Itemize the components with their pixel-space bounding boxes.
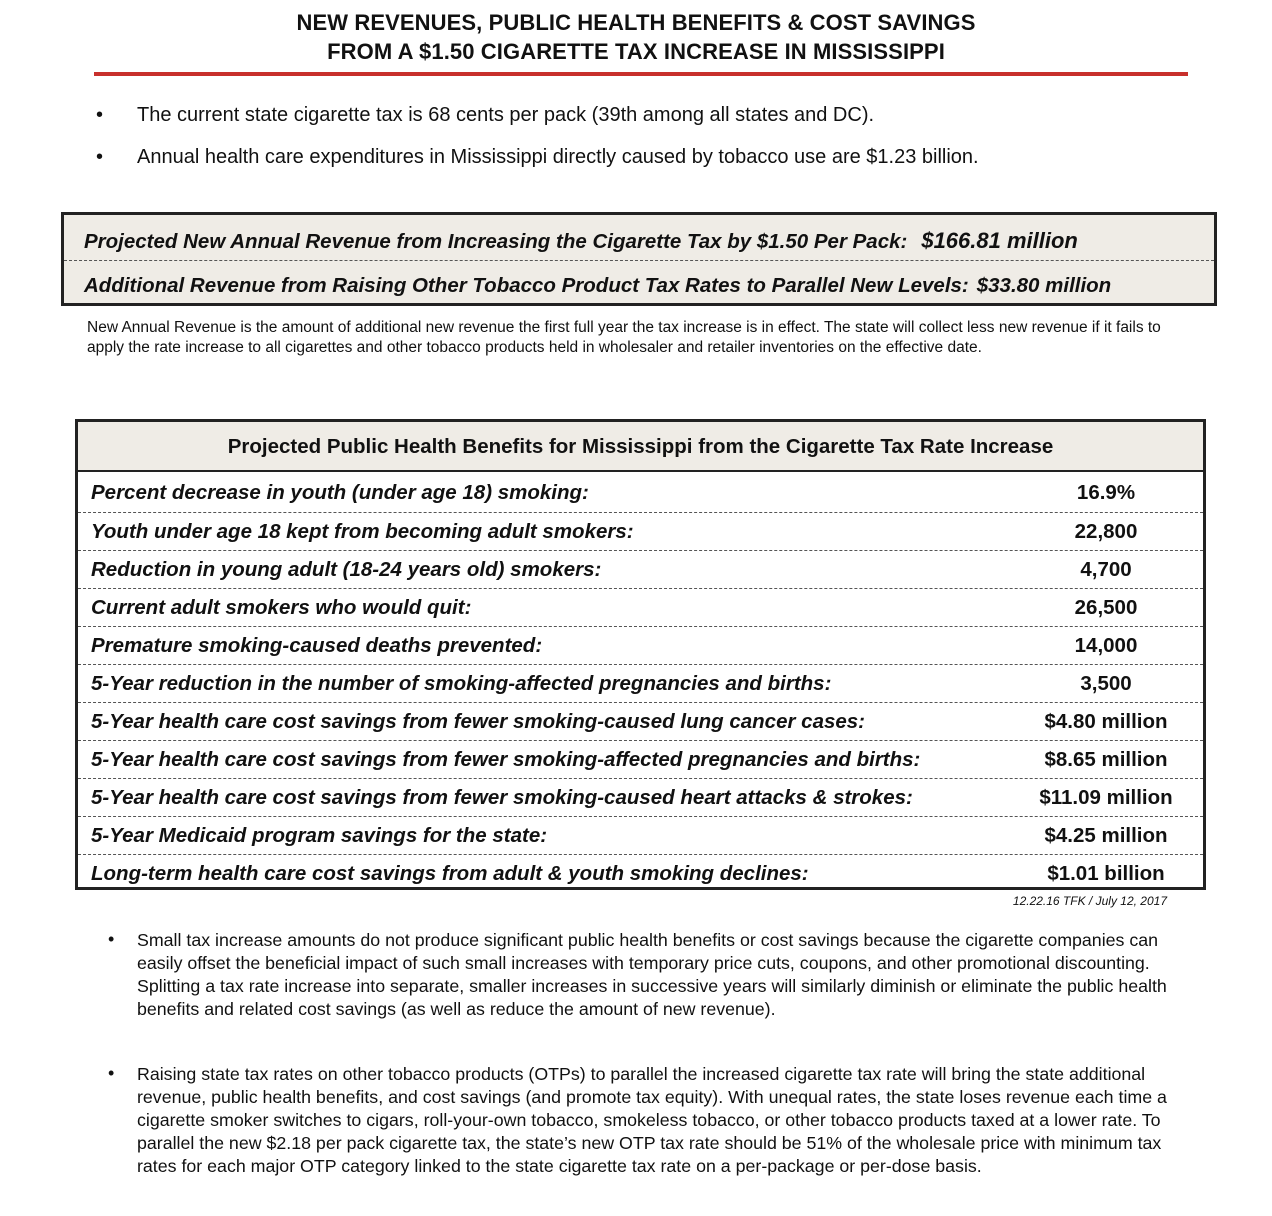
row-value: $4.80 million	[1044, 710, 1168, 733]
revenue-row-cigarette	[84, 228, 1078, 254]
row-value: 14,000	[1074, 634, 1138, 657]
row-value: 22,800	[1074, 520, 1138, 543]
table-row	[78, 740, 1203, 778]
table-row	[78, 626, 1203, 664]
row-value: 16.9%	[1076, 481, 1136, 504]
bullet-dot: •	[108, 929, 115, 949]
row-label: Reduction in young adult (18-24 years old) smokers:	[91, 558, 602, 581]
row-label: 5-Year health care cost savings from fewer smoking-affected pregnancies and births:	[91, 748, 921, 771]
intro-bullet-text: The current state cigarette tax is 68 cents per pack (39th among all states and DC).	[137, 104, 875, 126]
footnote: 12.22.16 TFK / July 12, 2017	[1012, 894, 1167, 908]
closing-bullet-text: Small tax increase amounts do not produce significant public health benefits or cost savings because the cigarette companies can easily offset the beneficial impact of such small increases with temporary price cuts, coupons, and other promotional discounting. Splitting a tax rate increase into separate, smaller increases in successive years will similarly diminish or eliminate the public health benefits and related cost savings (as well as reduce the amount of new revenue).	[137, 930, 1167, 1019]
row-label: 5-Year health care cost savings from fewer smoking-caused heart attacks & strokes:	[91, 786, 913, 809]
bullet-dot: •	[108, 1063, 115, 1083]
table-row	[78, 816, 1203, 854]
row-label: Long-term health care cost savings from adult & youth smoking declines:	[91, 862, 809, 885]
revenue-box	[61, 212, 1217, 306]
title-line-2: FROM A $1.50 CIGARETTE TAX INCREASE IN MISSISSIPPI	[327, 39, 945, 64]
row-label: Premature smoking-caused deaths prevented:	[91, 634, 543, 657]
row-value: 4,700	[1080, 558, 1132, 581]
table-row	[78, 664, 1203, 702]
document-title	[0, 8, 1272, 66]
row-label: Percent decrease in youth (under age 18) smoking:	[91, 481, 589, 504]
row-value: $8.65 million	[1044, 748, 1168, 771]
title-line-1: NEW REVENUES, PUBLIC HEALTH BENEFITS & COST SAVINGS	[296, 10, 976, 35]
revenue-note: New Annual Revenue is the amount of additional new revenue the first full year the tax increase is in effect. The state will collect less new revenue if it fails to apply the rate increase to all cigarettes and other tobacco products held in wholesaler and retailer inventories on the effective date.	[87, 319, 1161, 356]
row-label: 5-Year reduction in the number of smoking-affected pregnancies and births:	[91, 672, 832, 695]
health-table-heading: Projected Public Health Benefits for Mississippi from the Cigarette Tax Rate Increase	[78, 422, 1203, 472]
row-value: $11.09 million	[1039, 786, 1173, 809]
table-row	[78, 512, 1203, 550]
revenue-label: Additional Revenue from Raising Other Tobacco Product Tax Rates to Parallel New Levels:	[84, 274, 969, 297]
row-value: $1.01 billion	[1047, 862, 1165, 885]
table-row	[78, 474, 1203, 512]
table-row	[78, 854, 1203, 892]
table-row	[78, 588, 1203, 626]
revenue-amount: $166.81 million	[921, 228, 1078, 253]
title-rule	[94, 72, 1188, 76]
bullet-dot: •	[96, 146, 104, 168]
revenue-divider	[64, 260, 1214, 261]
row-label: Youth under age 18 kept from becoming adult smokers:	[91, 520, 634, 543]
row-label: Current adult smokers who would quit:	[91, 596, 472, 619]
row-label: 5-Year health care cost savings from fewer smoking-caused lung cancer cases:	[91, 710, 865, 733]
table-row	[78, 550, 1203, 588]
row-value: $4.25 million	[1044, 824, 1168, 847]
health-benefits-table	[75, 419, 1206, 890]
bullet-dot: •	[96, 104, 104, 126]
revenue-row-otp	[84, 274, 1111, 298]
row-label: 5-Year Medicaid program savings for the state:	[91, 824, 548, 847]
row-value: 26,500	[1074, 596, 1138, 619]
revenue-amount: $33.80 million	[976, 274, 1112, 297]
row-value: 3,500	[1080, 672, 1132, 695]
closing-bullet-text: Raising state tax rates on other tobacco products (OTPs) to parallel the increased cigarette tax rate will bring the state additional revenue, public health benefits, and cost savings (and promote tax equity). With unequal rates, the state loses revenue each time a cigarette smoker switches to cigars, roll-your-own tobacco, smokeless tobacco, or other tobacco products taxed at a lower rate. To parallel the new $2.18 per pack cigarette tax, the state’s new OTP tax rate should be 51% of the wholesale price with minimum tax rates for each major OTP category linked to the state cigarette tax rate on a per-package or per-dose basis.	[137, 1064, 1167, 1176]
table-row	[78, 702, 1203, 740]
table-row	[78, 778, 1203, 816]
intro-bullet-text: Annual health care expenditures in Mississippi directly caused by tobacco use are $1.23 billion.	[137, 146, 979, 168]
revenue-label: Projected New Annual Revenue from Increasing the Cigarette Tax by $1.50 Per Pack:	[84, 230, 908, 253]
